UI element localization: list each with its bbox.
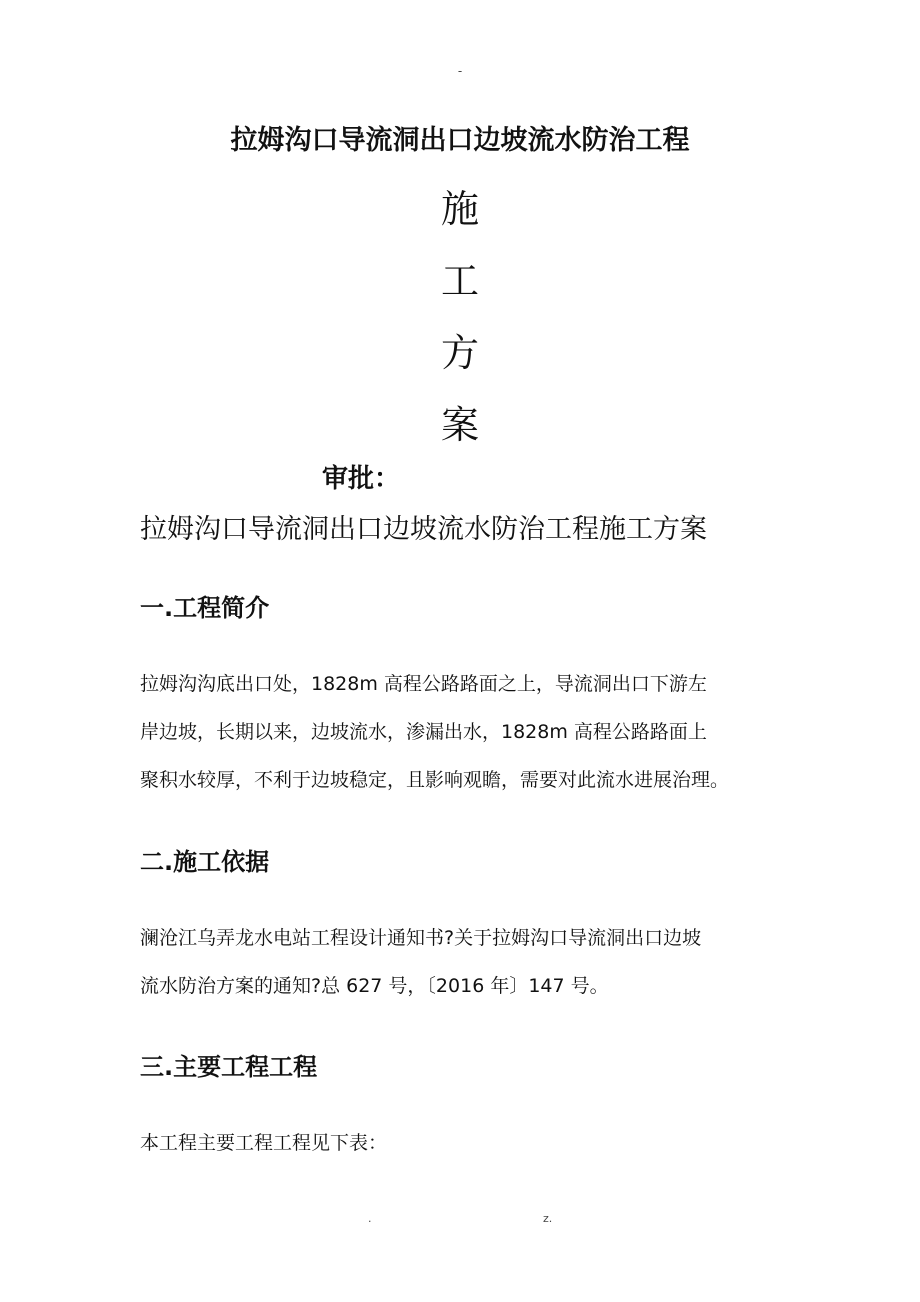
document-subtitle: 拉姆沟口导流洞出口边坡流水防治工程施工方案 [140, 514, 707, 545]
vertical-title-char-1: 施 [440, 187, 479, 231]
paragraph-line: 本工程主要工程工程见下表： [140, 1132, 388, 1154]
vertical-title-char-3: 方 [440, 331, 479, 375]
section-heading-main-works: 三.主要工程工程 [140, 1053, 318, 1081]
paragraph-line: 岸边坡，长期以来，边坡流水，渗漏出水，1828m 高程公路路面上 [140, 721, 707, 743]
document-title: 拉姆沟口导流洞出口边坡流水防治工程 [230, 125, 690, 156]
vertical-title-char-4: 案 [440, 403, 479, 447]
footer-mark-left: . [368, 1212, 372, 1225]
approval-label: 审批： [322, 464, 401, 494]
section-heading-basis: 二.施工依据 [140, 848, 270, 876]
paragraph-line: 拉姆沟沟底出口处，1828m 高程公路路面之上，导流洞出口下游左 [140, 673, 707, 695]
header-mark: - [457, 64, 463, 78]
footer-mark-right: z. [543, 1212, 553, 1225]
paragraph-line: 聚积水较厚，不利于边坡稳定，且影响观瞻，需要对此流水进展治理。 [140, 769, 730, 791]
paragraph-line: 澜沧江乌弄龙水电站工程设计通知书?关于拉姆沟口导流洞出口边坡 [140, 927, 702, 949]
section-heading-overview: 一.工程简介 [140, 594, 270, 622]
paragraph-line: 流水防治方案的通知?总 627 号，〔2016 年〕147 号。 [140, 975, 609, 997]
vertical-title-char-2: 工 [440, 259, 479, 303]
